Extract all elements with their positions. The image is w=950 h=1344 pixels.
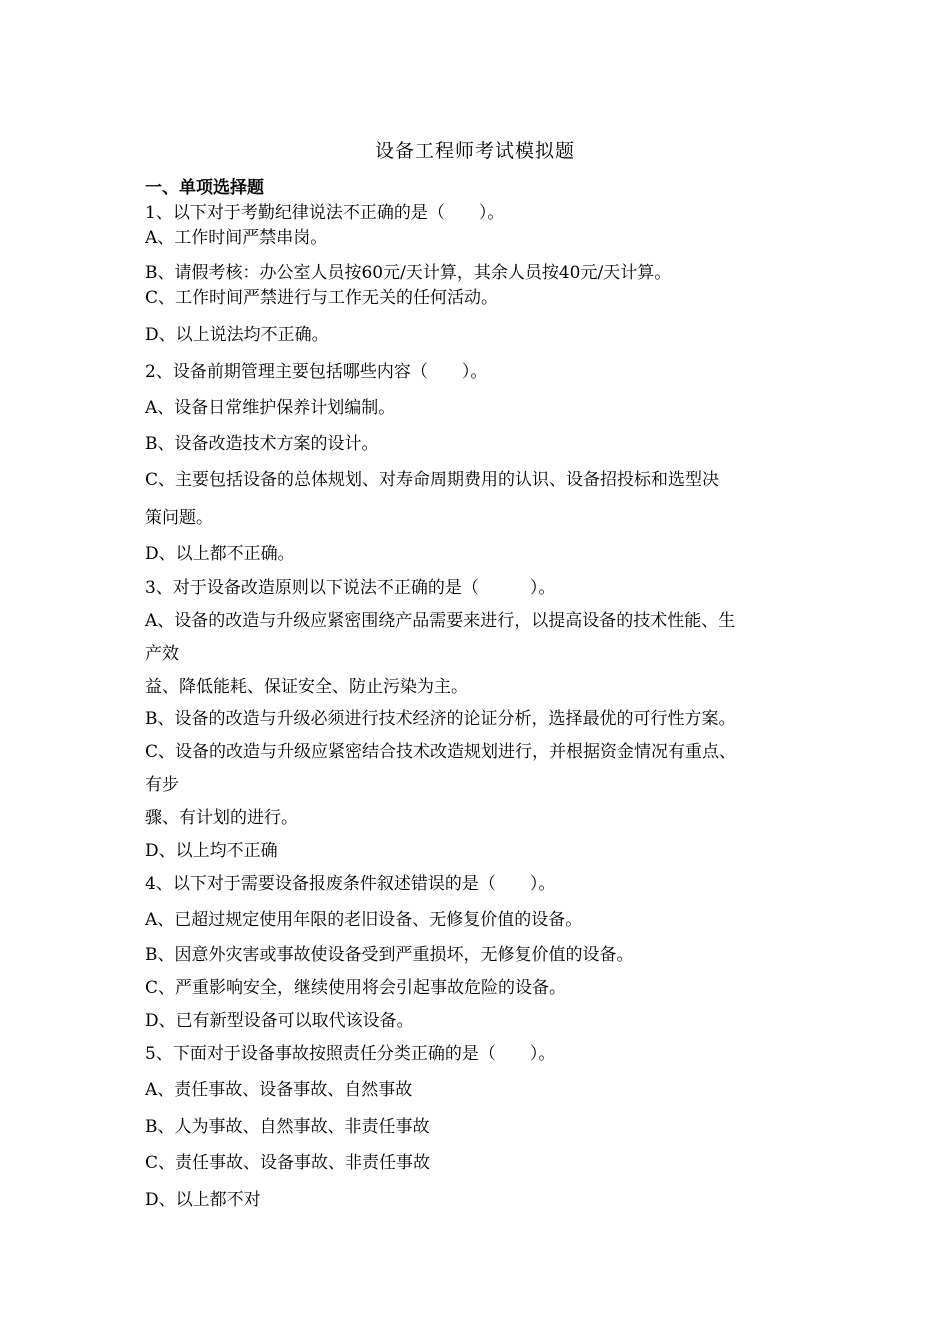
question-5-stem: 5、下面对于设备事故按照责任分类正确的是（ ）。	[145, 1044, 556, 1064]
question-1-option-a: A、工作时间严禁串岗。	[145, 228, 328, 248]
question-3-option-b: B、设备的改造与升级必须进行技术经济的论证分析，选择最优的可行性方案。	[145, 709, 736, 729]
question-5-option-a: A、责任事故、设备事故、自然事故	[145, 1080, 413, 1100]
question-2-option-d: D、以上都不正确。	[145, 544, 295, 564]
question-1-stem: 1、以下对于考勤纪律说法不正确的是（ ）。	[145, 203, 505, 223]
question-3-option-c: C、设备的改造与升级应紧密结合技术改造规划进行，并根据资金情况有重点、	[145, 742, 737, 762]
question-2-option-a: A、设备日常维护保养计划编制。	[145, 398, 396, 418]
question-3-option-a-continued: 产效	[145, 644, 179, 664]
question-2-option-c: C、主要包括设备的总体规划、对寿命周期费用的认识、设备招投标和选型决	[145, 470, 720, 490]
question-5-option-b: B、人为事故、自然事故、非责任事故	[145, 1117, 430, 1137]
question-1-option-c: C、工作时间严禁进行与工作无关的任何活动。	[145, 288, 499, 308]
question-1-option-d: D、以上说法均不正确。	[145, 325, 329, 345]
question-2-option-b: B、设备改造技术方案的设计。	[145, 434, 379, 454]
question-3-option-a: A、设备的改造与升级应紧密围绕产品需要来进行，以提高设备的技术性能、生	[145, 611, 736, 631]
question-2-stem: 2、设备前期管理主要包括哪些内容（ ）。	[145, 362, 488, 382]
question-4-option-b: B、因意外灾害或事故使设备受到严重损坏，无修复价值的设备。	[145, 945, 634, 965]
section-heading: 一、单项选择题	[145, 178, 264, 198]
document-title: 设备工程师考试模拟题	[374, 140, 575, 162]
question-5-option-c: C、责任事故、设备事故、非责任事故	[145, 1153, 431, 1173]
question-4-option-d: D、已有新型设备可以取代该设备。	[145, 1011, 414, 1031]
question-4-stem: 4、以下对于需要设备报废条件叙述错误的是（ ）。	[145, 874, 556, 894]
question-1-option-b: B、请假考核：办公室人员按60元/天计算，其余人员按40元/天计算。	[145, 263, 672, 283]
question-3-option-c-continued-2: 骤、有计划的进行。	[145, 808, 298, 828]
question-2-option-c-continued: 策问题。	[145, 508, 213, 528]
question-3-option-d: D、以上均不正确	[145, 841, 278, 861]
question-4-option-a: A、已超过规定使用年限的老旧设备、无修复价值的设备。	[145, 910, 583, 930]
question-3-stem: 3、对于设备改造原则以下说法不正确的是（ ）。	[145, 578, 556, 598]
question-3-option-c-continued: 有步	[145, 775, 179, 795]
question-4-option-c: C、严重影响安全，继续使用将会引起事故危险的设备。	[145, 978, 567, 998]
question-5-option-d: D、以上都不对	[145, 1190, 261, 1210]
question-3-option-a-continued-2: 益、降低能耗、保证安全、防止污染为主。	[145, 677, 468, 697]
